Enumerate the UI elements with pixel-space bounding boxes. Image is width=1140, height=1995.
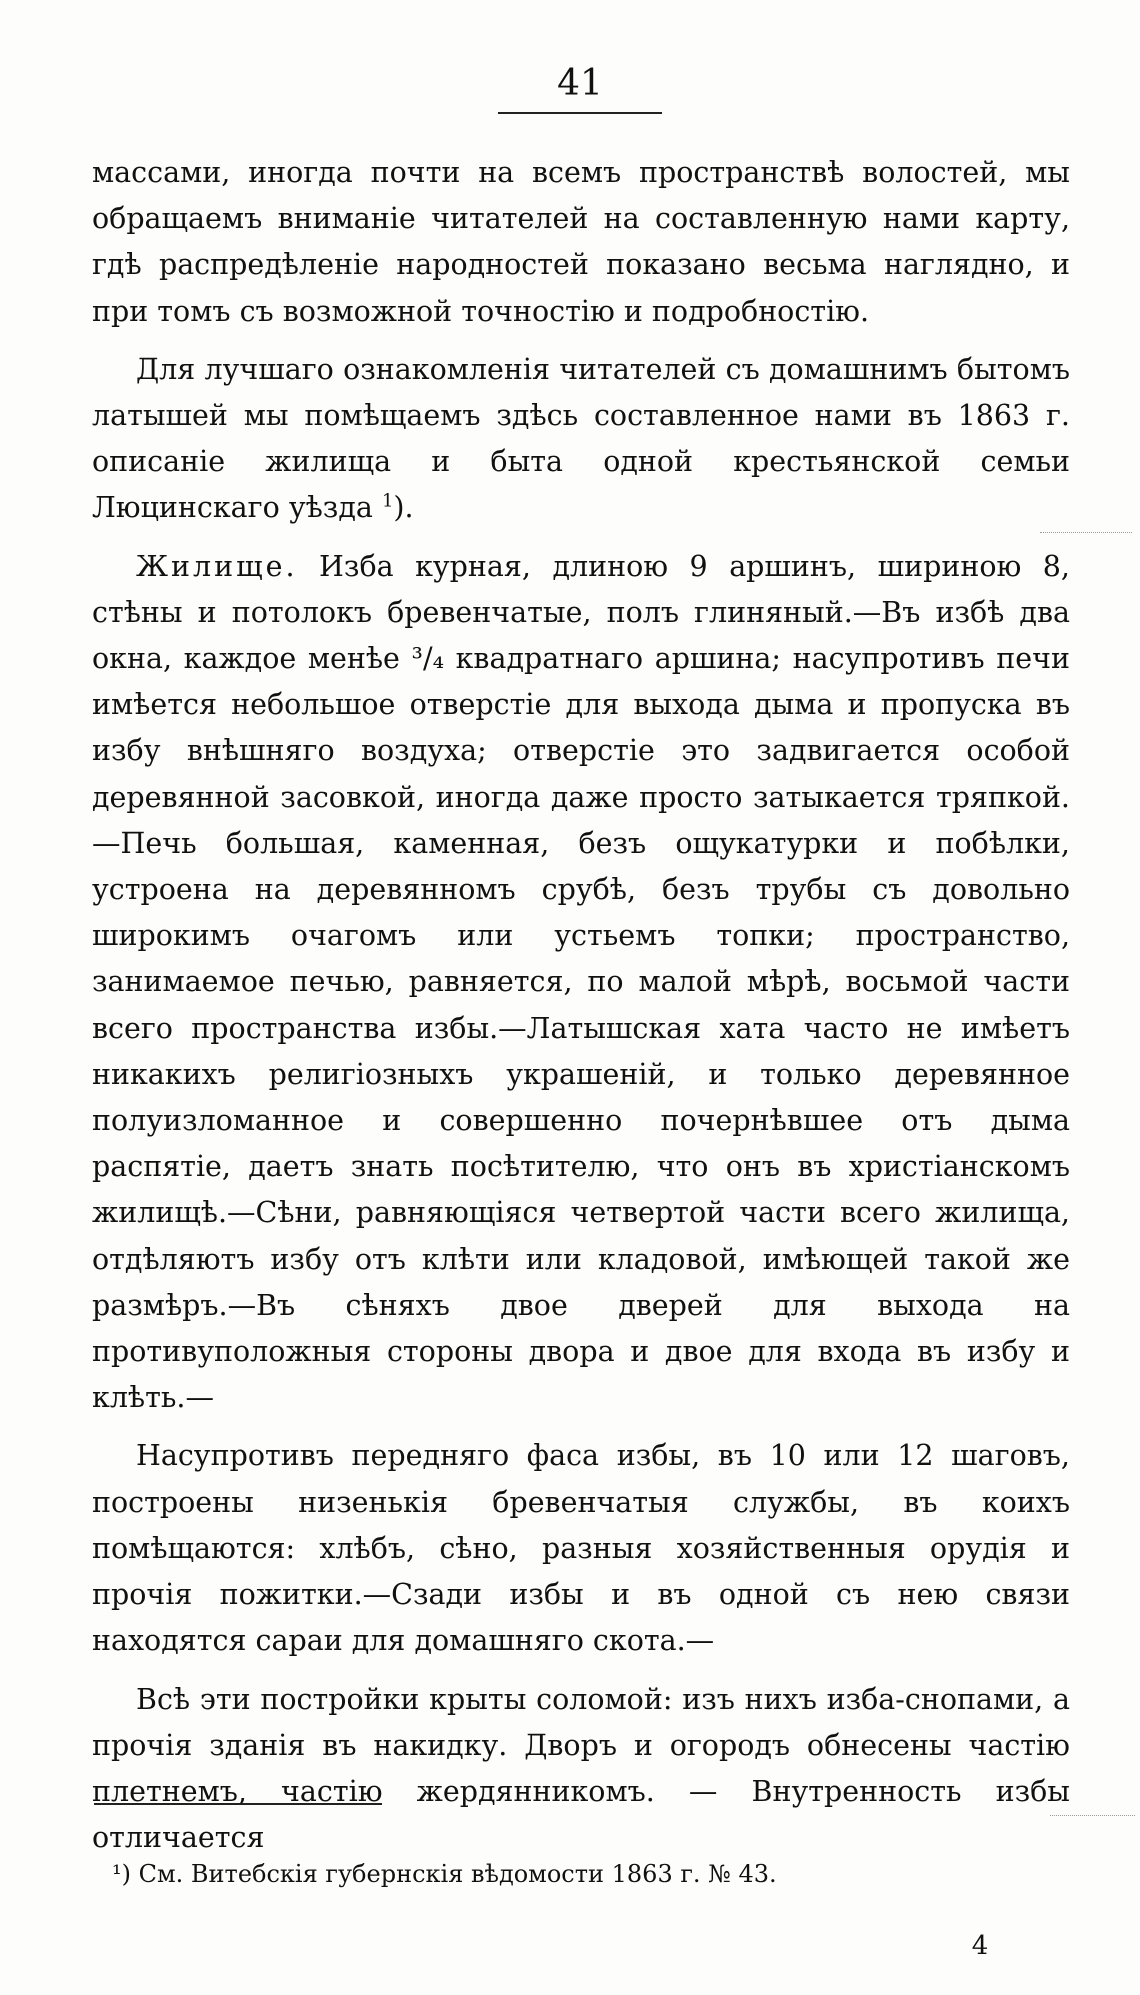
page-number: 41 [557,63,603,104]
footnote-text: См. Витебскія губернскія вѣдомости 1863 г. № 43. [138,1860,777,1888]
footnote-reference: 1 [381,490,394,512]
scan-artifact-line [1050,1815,1135,1816]
paragraph-5: Всѣ эти постройки крыты соломой: изъ нихъ изба-снопами, а прочія зданія въ накидку. Дворъ и огородъ обнесены частію плетнемъ, частію жердянникомъ. — Внутренность избы отличается [92,1682,1070,1855]
footnote-rule [94,1803,382,1805]
printer-signature: 4 [971,1931,989,1961]
paragraph-2 [92,347,1070,532]
footnote [112,1858,1012,1890]
paragraph-3-text: Изба курная, длиною 9 аршинъ, шириною 8, стѣны и потолокъ бревенчатые, полъ глиняный.—Въ избѣ два окна, каждое менѣе ³/₄ квадратнаго аршина; насупротивъ печи имѣется небольшое отверстіе для выхода дыма и пропуска въ избу внѣшняго воздуха; отверстіе это задвигается особой деревянной засовкой, иногда даже просто затыкается тряпкой.—Печь большая, каменная, безъ ощукатурки и побѣлки, устроена на деревянномъ срубѣ, безъ трубы съ довольно широкимъ очагомъ или устьемъ топки; пространство, занимаемое печью, равняется, по малой мѣрѣ, восьмой части всего пространства избы.—Латышская хата часто не имѣетъ никакихъ религіозныхъ украшеній, и только деревянное полуизломанное и совершенно почернѣвшее отъ дыма распятіе, даетъ знать посѣтителю, что онъ въ христіанскомъ жилищѣ.—Сѣни, равняющіяся четвертой части всего жилища, отдѣляютъ избу отъ клѣти или кладовой, имѣющей такой же размѣръ.—Въ сѣняхъ двое дверей для выхода на противуположныя стороны двора и двое для входа въ избу и клѣть.— [92,549,1070,1415]
section-heading: Жилище. [136,549,298,583]
paragraph-1: массами, иногда почти на всемъ пространствѣ волостей, мы обращаемъ вниманіе читателей на составленную нами карту, гдѣ распредѣленіе народностей показано весьма наглядно, и при томъ съ возможной точностію и подробностію. [92,156,1070,328]
scan-artifact-line [1040,532,1132,533]
page-number-rule [498,112,662,114]
paragraph-2-text: Для лучшаго ознакомленія читателей съ домашнимъ бытомъ латышей мы помѣщаемъ здѣсь составленное нами въ 1863 г. описаніе жилища и быта одной крестьянской семьи Люцинскаго уѣзда [92,352,1070,525]
body-text [92,150,1070,1873]
footnote-mark: ¹) [112,1860,131,1888]
paragraph-2-tail: ). [393,491,414,525]
paragraph-4: Насупротивъ передняго фаса избы, въ 10 или 12 шаговъ, построены низенькія бревенчатыя службы, въ коихъ помѣщаются: хлѣбъ, сѣно, разныя хозяйственныя орудія и прочія пожитки.—Сзади избы и въ одной съ нею связи находятся сараи для домашняго скота.— [92,1439,1070,1658]
paragraph-3 [92,544,1070,1422]
